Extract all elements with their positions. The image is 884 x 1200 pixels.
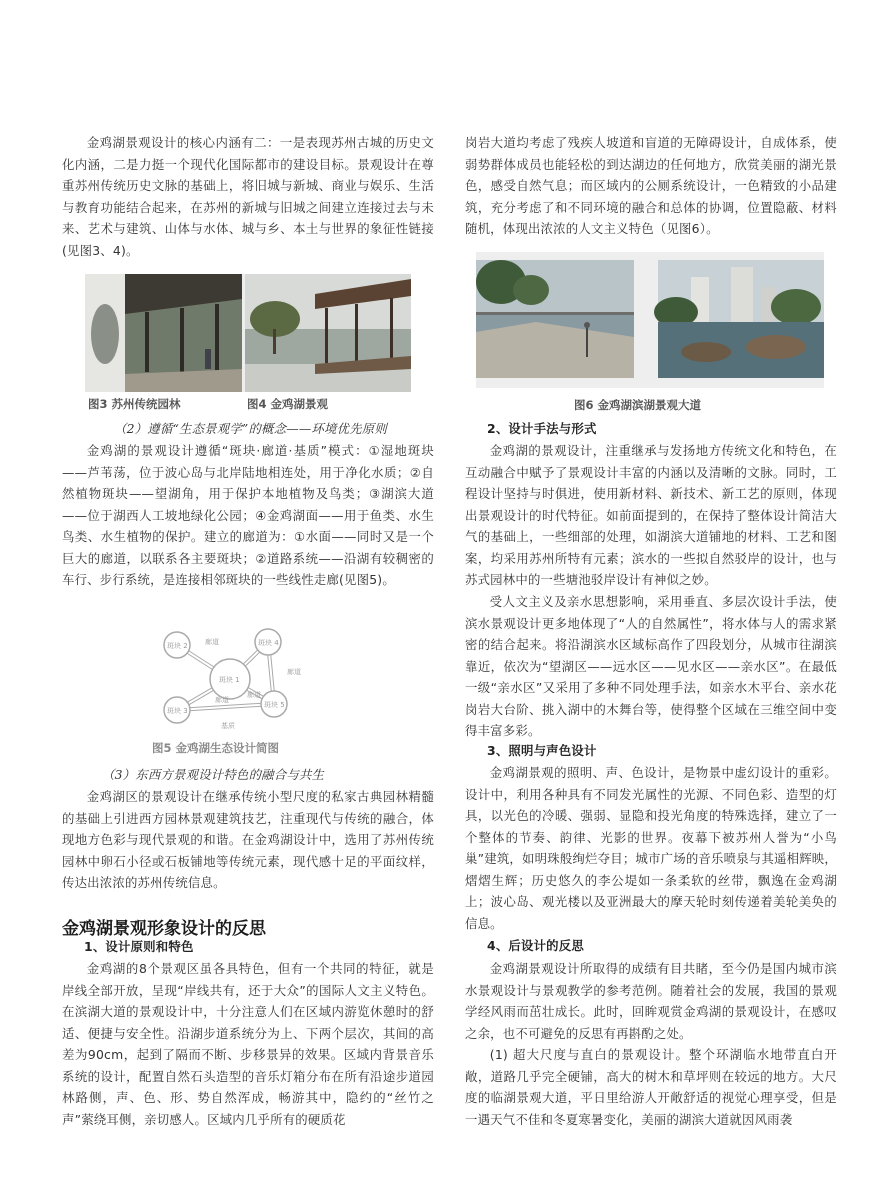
edge-label: 廊道	[247, 691, 261, 699]
subsection-1-title: 1、设计原则和特色	[84, 939, 194, 954]
subsection-2-title: 2、设计手法与形式	[487, 421, 597, 436]
subsection-4-title: 4、后设计的反思	[487, 938, 584, 953]
fig4-caption: 图4 金鸡湖景观	[247, 397, 329, 411]
edge-label: 廊道	[205, 638, 219, 646]
paragraph-reflection: 金鸡湖景观设计所取得的成绩有目共睹，至今仍是国内城市滨水景观设计与景观教学的参考范例。随着社会的发展，我国的景观学经风雨而茁壮成长。此时，回眸观赏金鸡湖的景观设计，在感叹之余，也不可避免的反思有再斟酌之处。	[465, 961, 837, 1041]
paragraph-scale: (1) 超大尺度与直白的景观设计。整个环湖临水地带直白开敞，道路几乎完全硬铺，高大的树木和草坪则在较远的地方。大尺度的临湖景观大道，平日里给游人开敞舒适的视觉心理享受，但是一遇天气不佳和冬夏寒暑变化，美丽的湖滨大道就因风雨袭	[465, 1047, 837, 1127]
node-label: 斑块 3	[167, 707, 188, 715]
fig5-caption: 图5 金鸡湖生态设计简图	[152, 741, 280, 755]
figure-6	[476, 252, 824, 388]
section-3-title: （3）东西方景观设计特色的融合与共生	[102, 767, 325, 782]
node-label: 斑块 2	[167, 642, 188, 650]
figure-3-4	[85, 274, 411, 392]
section-heading: 金鸡湖景观形象设计的反思	[62, 919, 266, 939]
edge-label: 廊道	[287, 668, 301, 676]
paragraph-principles: 金鸡湖的8个景观区虽各具特色，但有一个共同的特征，就是岸线全部开放，呈现“岸线共有，还于大众”的国际人文主义特色。在滨湖大道的景观设计中，十分注意人们在区域内游览休憩时的舒适、便捷与安全性。沿湖步道系统分为上、下两个层次，其间的高差为90cm，起到了隔而不断、步移景异的效果。区域内背景音乐系统的设计，配置自然石头造型的音乐灯箱分布在所有沿途步道园林路侧，声、色、形、势自然浑成，畅游其中，隐约的“丝竹之声”萦绕耳侧，亲切感人。区域内几乎所有的硬质花	[62, 961, 434, 1127]
section-2-title: （2）遵循“生态景观学”的概念——环境优先原则	[114, 421, 387, 436]
ecology-diagram	[155, 622, 305, 732]
lakeside-photos	[476, 252, 824, 388]
paragraph-lighting: 金鸡湖景观的照明、声、色设计，是物景中虚幻设计的重彩。设计中，利用各种具有不同发光属性的光源、不同色彩、造型的灯具，以光色的冷暖、强弱、显隐和投光角度的特殊选择，建立了一个整体的节奏、韵律、光影的世界。夜幕下被苏州人誉为“小鸟巢”建筑，如明珠般绚烂夺目；城市广场的音乐喷泉与其遥相辉映，熠熠生辉；历史悠久的李公堤如一条柔软的丝带，飘逸在金鸡湖上；波心岛、观光楼以及亚洲最大的摩天轮时刻传递着美轮美奂的信息。	[465, 765, 837, 931]
node-label: 斑块 4	[258, 639, 279, 647]
fig6-caption: 图6 金鸡湖滨湖景观大道	[574, 398, 702, 412]
garden-photos	[85, 274, 411, 392]
node-label: 斑块 1	[219, 676, 240, 684]
matrix-label: 基质	[221, 722, 235, 730]
edge-label: 廊道	[215, 696, 229, 704]
subsection-3-title: 3、照明与声色设计	[487, 743, 597, 758]
fig3-caption: 图3 苏州传统园林	[88, 397, 181, 411]
paragraph-ecology: 金鸡湖的景观设计遵循“斑块·廊道·基质”模式：①湿地斑块——芦苇荡，位于波心岛与北岸陆地相连处，用于净化水质；②自然植物斑块——望湖角，用于保护本地植物及鸟类；③湖滨大道——位于湖西人工坡地绿化公园；④金鸡湖面——用于鱼类、水生鸟类、水生植物的保护。建立的廊道为：①水面——同时又是一个巨大的廊道，以联系各主要斑块；②道路系统——沿湖有较稠密的车行、步行系统，是连接相邻斑块的一些线性走廊(见图5)。	[62, 443, 434, 587]
paragraph-continued: 岗岩大道均考虑了残疾人坡道和盲道的无障碍设计，自成体系，使弱势群体成员也能轻松的到达湖边的任何地方，欣赏美丽的湖光景色，感受自然气息；而区域内的公厕系统设计，一色精致的小品建筑，充分考虑了和不同环境的融合和总体的协调，位置隐蔽、材料随机，体现出浓浓的人文主义特色（见图6）。	[465, 135, 837, 236]
paragraph-fusion: 金鸡湖区的景观设计在继承传统小型尺度的私家古典园林精髓的基础上引进西方园林景观建筑技艺，注重现代与传统的融合，体现地方色彩与现代景观的和谐。在金鸡湖设计中，选用了苏州传统园林中卵石小径或石板铺地等传统元素，现代感十足的平面纹样，传达出浓浓的苏州传统信息。	[62, 789, 434, 890]
paragraph-humanism: 受人文主义及亲水思想影响，采用垂直、多层次设计手法，使滨水景观设计更多地体现了“人的自然属性”，将水体与人的需求紧密的结合起来。将沿湖滨水区域标高作了四段划分，从城市往湖滨靠近，依次为“望湖区——远水区——见水区——亲水区”。在最低一级“亲水区”又采用了多种不同处理手法，如亲水木平台、亲水花岗岩大台阶、挑入湖中的木舞台等，使得整个区域在三维空间中变得丰富多彩。	[465, 594, 837, 738]
paragraph-methods: 金鸡湖的景观设计，注重继承与发扬地方传统文化和特色，在互动融合中赋予了景观设计丰富的内涵以及清晰的文脉。同时，工程设计坚持与时俱进，使用新材料、新技术、新工艺的原则，体现出景观设计的时代特征。如前面提到的，在保持了整体设计简洁大气的基础上，一些细部的处理，如湖滨大道铺地的材料、工艺和图案，均采用苏州所特有元素；滨水的一些拟自然驳岸的设计，也与苏式园林中的一些塘池驳岸设计有神似之妙。	[465, 443, 837, 587]
node-label: 斑块 5	[264, 701, 285, 709]
intro-paragraph: 金鸡湖景观设计的核心内涵有二：一是表现苏州古城的历史文化内涵，二是力挺一个现代化国际都市的建设目标。景观设计在尊重苏州传统历史文脉的基础上，将旧城与新城、商业与娱乐、生活与教育功能结合起来，在苏州的新城与旧城之间建立连接过去与未来、艺术与建筑、山体与水体、城与乡、本土与世界的象征性链接(见图3、4)。	[62, 135, 434, 258]
figure-5-diagram	[155, 622, 305, 732]
